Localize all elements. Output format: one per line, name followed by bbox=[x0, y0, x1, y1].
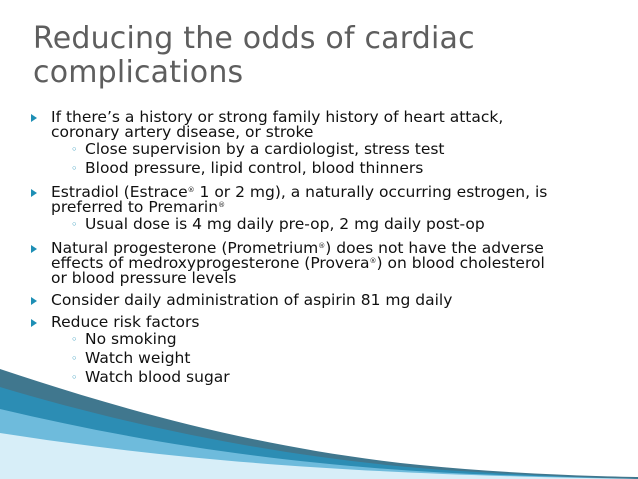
bullet-item bbox=[30, 293, 620, 308]
sub-bullet-item bbox=[51, 159, 620, 178]
title-line-1: Reducing the odds of cardiac bbox=[33, 21, 475, 56]
triangle-bullet-icon bbox=[31, 319, 37, 327]
sub-bullet-text: No smoking bbox=[85, 330, 177, 348]
bullet-item bbox=[30, 110, 620, 178]
bullet-line: preferred to Premarin® bbox=[51, 198, 226, 216]
bullet-line: coronary artery disease, or stroke bbox=[51, 123, 314, 141]
bullet-line: If there’s a history or strong family history of heart attack, bbox=[51, 108, 504, 126]
bullet-line: effects of medroxyprogesterone (Provera®) on blood cholesterol bbox=[51, 254, 545, 272]
circle-bullet-icon: ◦ bbox=[71, 333, 78, 346]
title-line-2: complications bbox=[33, 55, 244, 90]
bullet-list bbox=[30, 110, 620, 394]
registered-mark: ® bbox=[218, 201, 226, 209]
circle-bullet-icon: ◦ bbox=[71, 162, 78, 175]
sub-bullet-text: Watch weight bbox=[85, 349, 191, 367]
bullet-line: Estradiol (Estrace® 1 or 2 mg), a naturally occurring estrogen, is bbox=[51, 183, 548, 201]
sub-bullet-text: Usual dose is 4 mg daily pre-op, 2 mg daily post-op bbox=[85, 215, 485, 233]
sub-bullet-text: Watch blood sugar bbox=[85, 368, 230, 386]
triangle-bullet-icon bbox=[31, 297, 37, 305]
bullet-line: Reduce risk factors bbox=[51, 313, 200, 331]
bullet-line: Consider daily administration of aspirin 81 mg daily bbox=[51, 291, 453, 309]
registered-mark: ® bbox=[318, 242, 326, 250]
sub-bullet-text: Close supervision by a cardiologist, stress test bbox=[85, 140, 445, 158]
circle-bullet-icon: ◦ bbox=[71, 352, 78, 365]
sub-bullet-item bbox=[51, 215, 620, 234]
bullet-line: or blood pressure levels bbox=[51, 269, 237, 287]
registered-mark: ® bbox=[369, 257, 377, 265]
slide-title bbox=[33, 22, 613, 90]
sub-bullet-item bbox=[51, 140, 620, 159]
triangle-bullet-icon bbox=[31, 189, 37, 197]
sub-bullet-text: Blood pressure, lipid control, blood thinners bbox=[85, 159, 424, 177]
bullet-item bbox=[30, 185, 620, 234]
bullet-item bbox=[30, 241, 620, 286]
sub-bullet-item bbox=[51, 349, 620, 368]
circle-bullet-icon: ◦ bbox=[71, 218, 78, 231]
sub-bullet-item bbox=[51, 330, 620, 349]
bullet-item bbox=[30, 315, 620, 387]
registered-mark: ® bbox=[187, 186, 195, 194]
sub-bullet-item bbox=[51, 368, 620, 387]
triangle-bullet-icon bbox=[31, 245, 37, 253]
circle-bullet-icon: ◦ bbox=[71, 143, 78, 156]
circle-bullet-icon: ◦ bbox=[71, 371, 78, 384]
triangle-bullet-icon bbox=[31, 114, 37, 122]
bullet-line: Natural progesterone (Prometrium®) does not have the adverse bbox=[51, 239, 544, 257]
